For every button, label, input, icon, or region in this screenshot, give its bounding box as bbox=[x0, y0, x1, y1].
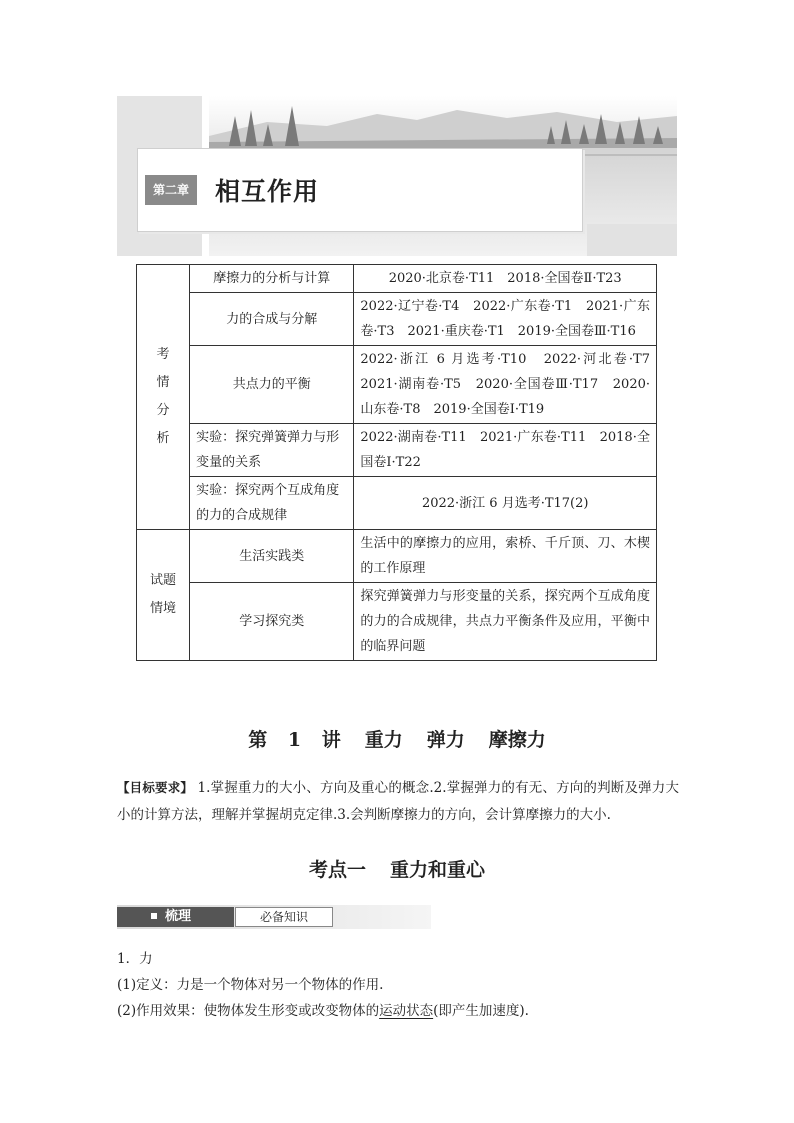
chapter-number-badge: 第二章 bbox=[145, 175, 197, 205]
lecture-topic-3: 摩擦力 bbox=[488, 729, 546, 751]
table-row bbox=[137, 346, 657, 424]
topic-cell: 学习探究类 bbox=[190, 583, 354, 661]
table-row bbox=[137, 583, 657, 661]
source-cell: 生活中的摩擦力的应用，索桥、千斤顶、刀、木楔的工作原理 bbox=[354, 530, 657, 583]
exam-analysis-table bbox=[136, 264, 664, 661]
knowledge-point-name: 重力和重心 bbox=[390, 859, 486, 881]
knowledge-point-title bbox=[0, 855, 794, 882]
table-row bbox=[137, 265, 657, 293]
table-row bbox=[137, 424, 657, 477]
source-cell: 2022·湖南卷·T11 2021·广东卷·T11 2018·全国卷Ⅰ·T22 bbox=[354, 424, 657, 477]
chapter-title: 相互作用 bbox=[215, 177, 320, 206]
topic-cell: 摩擦力的分析与计算 bbox=[190, 265, 354, 293]
topic-cell: 共点力的平衡 bbox=[190, 346, 354, 424]
table-row bbox=[137, 477, 657, 530]
square-bullet-icon bbox=[151, 913, 157, 919]
knowledge-point-label: 考点一 bbox=[308, 859, 366, 881]
chapter-title-card bbox=[137, 148, 583, 232]
learning-goals bbox=[117, 774, 679, 829]
section-bar bbox=[117, 905, 431, 929]
lecture-topic-2: 弹力 bbox=[426, 729, 465, 751]
chapter-banner bbox=[117, 96, 677, 256]
source-cell: 2022·浙江 6 月选考·T17(2) bbox=[354, 477, 657, 530]
body-text bbox=[117, 946, 679, 1024]
source-cell: 2022·辽宁卷·T4 2022·广东卷·T1 2021·广东卷·T3 2021·重庆卷·T1 2019·全国卷Ⅲ·T16 bbox=[354, 293, 657, 346]
goals-text: 1.掌握重力的大小、方向及重心的概念.2.掌握弹力的有无、方向的判断及弹力大小的计算方法，理解并掌握胡克定律.3.会判断摩擦力的方向，会计算摩擦力的大小. bbox=[117, 780, 679, 823]
topic-cell: 实验：探究两个互成角度的力的合成规律 bbox=[190, 477, 354, 530]
section-label-light: 必备知识 bbox=[235, 907, 333, 927]
topic-cell: 力的合成与分解 bbox=[190, 293, 354, 346]
table-row bbox=[137, 530, 657, 583]
effect-line: (2)作用效果：使物体发生形变或改变物体的运动状态(即产生加速度). bbox=[117, 1003, 529, 1019]
source-cell: 探究弹簧弹力与形变量的关系，探究两个互成角度的力的合成规律，共点力平衡条件及应用，平衡中的临界问题 bbox=[354, 583, 657, 661]
section-label-dark: 梳理 bbox=[117, 907, 234, 927]
item-heading: 1．力 bbox=[117, 951, 153, 967]
topic-cell: 实验：探究弹簧弹力与形变量的关系 bbox=[190, 424, 354, 477]
category-cell-scenario: 试题 情境 bbox=[137, 530, 190, 661]
source-cell: 2020·北京卷·T11 2018·全国卷Ⅱ·T23 bbox=[354, 265, 657, 293]
table-row bbox=[137, 293, 657, 346]
source-cell: 2022·浙江 6 月选考·T10 2022·河北卷·T7 2021·湖南卷·T5 2020·全国卷Ⅲ·T17 2020·山东卷·T8 2019·全国卷Ⅰ·T19 bbox=[354, 346, 657, 424]
goals-tag: 【目标要求】 bbox=[117, 780, 194, 795]
lecture-title bbox=[0, 725, 794, 752]
category-cell-analysis: 考 情 分 析 bbox=[137, 265, 190, 530]
lecture-topic-1: 重力 bbox=[364, 729, 403, 751]
lecture-number: 第 1 讲 bbox=[248, 729, 341, 751]
underlined-term: 运动状态 bbox=[379, 1003, 434, 1019]
definition-line: (1)定义：力是一个物体对另一个物体的作用. bbox=[117, 977, 384, 993]
topic-cell: 生活实践类 bbox=[190, 530, 354, 583]
